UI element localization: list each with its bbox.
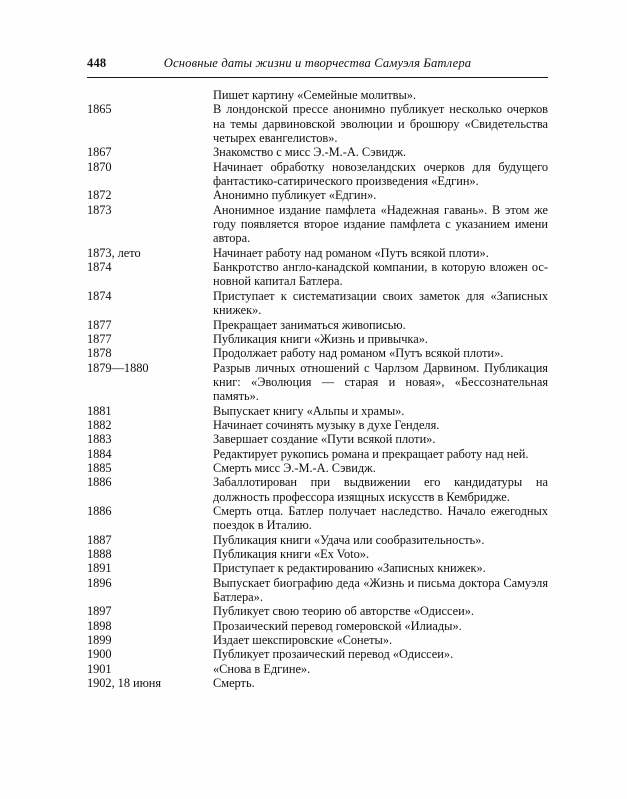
chronology-row <box>87 432 548 446</box>
chronology-description: Смерть отца. Батлер получает наследство. Начало ежегодных поездок в Италию. <box>213 503 548 533</box>
chronology-description: Смерть мисс Э.-М.-А. Сэвидж. <box>213 460 376 475</box>
chronology-row <box>87 404 548 418</box>
chronology-description: Анонимно публикует «Едгин». <box>213 188 377 203</box>
chronology-year: 1885 <box>87 460 112 475</box>
chronology-row <box>87 475 548 504</box>
chronology-row <box>87 318 548 332</box>
chronology-description: Смерть. <box>213 676 255 691</box>
chronology-row <box>87 246 548 260</box>
chronology-row <box>87 361 548 404</box>
chronology-row <box>87 647 548 661</box>
chronology-year: 1877 <box>87 317 112 332</box>
chronology-description: Пишет картину «Семейные молитвы». <box>213 88 417 102</box>
chronology-year: 1899 <box>87 633 112 648</box>
chronology-row <box>87 260 548 289</box>
chronology-row <box>87 561 548 575</box>
chronology-year: 1867 <box>87 145 112 160</box>
chronology-row <box>87 619 548 633</box>
chronology-year: 1884 <box>87 446 112 461</box>
chronology-description: Публикует свою теорию об авторстве «Одиссеи». <box>213 604 474 619</box>
chronology-year: 1887 <box>87 532 112 547</box>
chronology-row <box>87 203 548 246</box>
chronology-row <box>87 418 548 432</box>
chronology-year: 1896 <box>87 575 112 590</box>
chronology-row <box>87 447 548 461</box>
chronology-description: Публикует прозаический перевод «Одиссеи». <box>213 647 454 662</box>
chronology-year: 1882 <box>87 417 112 432</box>
chronology-row <box>87 145 548 159</box>
chronology-description: Выпускает книгу «Альпы и храмы». <box>213 403 405 418</box>
chronology-year: 1878 <box>87 346 112 361</box>
chronology-year: 1873 <box>87 202 112 217</box>
chronology-row <box>87 633 548 647</box>
chronology-year: 1870 <box>87 159 112 174</box>
chronology-description: Разрыв личных отношений с Чарлзом Дарвином. Публикация книг: «Эволюция — старая и новая», «Бессознательная память». <box>213 360 548 404</box>
chronology-description: Анонимное издание памфлета «Надежная гавань». В этом же году появляется второе издание памфлета с указанием имени автора. <box>213 202 548 246</box>
chronology-year: 1902, 18 июня <box>87 676 162 691</box>
chronology-description: Публикация книги «Жизнь и привычка». <box>213 331 428 346</box>
running-head <box>87 55 548 75</box>
running-head-title: Основные даты жизни и творчества Самуэля Батлера <box>163 56 472 70</box>
chronology-description: Публикация книги «Ex Voto». <box>213 547 370 561</box>
chronology-year: 1886 <box>87 503 112 518</box>
chronology-description: В лондонской прессе анонимно публикует несколько очерков на темы дарвиновской эволюции и брошюру «Свидетельства четырех евангелистов». <box>213 102 548 146</box>
chronology-description: Завершает создание «Пути всякой плоти». <box>213 432 436 447</box>
chronology-row <box>87 662 548 676</box>
chronology-description: Издает шекспировские «Сонеты». <box>213 633 393 648</box>
chronology-description: Приступает к систематизации своих заметок для «Записных книжек». <box>213 288 548 318</box>
chronology-row <box>87 604 548 618</box>
chronology-year: 1873, лето <box>87 245 141 260</box>
chronology-year: 1898 <box>87 618 112 633</box>
chronology-row <box>87 461 548 475</box>
chronology-row <box>87 576 548 605</box>
chronology-row <box>87 547 548 561</box>
chronology-description: Начинает обработку новозеландских очерков для будущего фантастико-сатирического произведения «Едгин». <box>213 159 548 189</box>
chronology-description: Редактирует рукопись романа и прекращает работу над ней. <box>213 446 529 461</box>
chronology-year: 1883 <box>87 432 112 447</box>
chronology-row <box>87 102 548 145</box>
chronology-year: 1865 <box>87 102 112 117</box>
chronology-year: 1901 <box>87 661 112 676</box>
chronology-description: Начинает сочинять музыку в духе Генделя. <box>213 417 440 432</box>
chronology-year: 1874 <box>87 288 112 303</box>
chronology-description: Выпускает биографию деда «Жизнь и письма доктора Самуэля Батлера». <box>213 575 548 605</box>
chronology-description: Продолжает работу над романом «Путъ всякой плоти». <box>213 346 504 361</box>
chronology-year: 1897 <box>87 604 112 619</box>
chronology-description: Забаллотирован при выдвижении его кандидатуры на должность профессора изящных искусств в Кембридже. <box>213 475 548 504</box>
header-rule <box>87 77 548 78</box>
chronology-year: 1877 <box>87 331 112 346</box>
chronology-description: Начинает работу над романом «Путъ всякой плоти». <box>213 245 489 260</box>
chronology-description: Банкротство англо-канадской компании, в которую вложен основной капитал Батлера. <box>213 260 548 289</box>
chronology-row <box>87 332 548 346</box>
chronology-year: 1888 <box>87 547 112 561</box>
chronology-description: Публикация книги «Удача или сообразительность». <box>213 532 485 547</box>
chronology-row <box>87 533 548 547</box>
chronology-row <box>87 188 548 202</box>
chronology-year: 1874 <box>87 260 112 275</box>
chronology-description: Прекращает заниматься живописью. <box>213 317 406 332</box>
chronology-row <box>87 160 548 189</box>
chronology-year: 1886 <box>87 475 112 490</box>
chronology-year: 1881 <box>87 403 112 418</box>
chronology-row <box>87 346 548 360</box>
chronology-description: Приступает к редактированию «Записных книжек». <box>213 561 486 576</box>
chronology-description: Знакомство с мисс Э.-М.-А. Сэвидж. <box>213 145 406 160</box>
chronology-year: 1872 <box>87 188 112 203</box>
chronology-row <box>87 504 548 533</box>
chronology-row <box>87 289 548 318</box>
chronology-description: Прозаический перевод гомеровской «Илиады». <box>213 618 462 633</box>
chronology-year: 1891 <box>87 561 112 576</box>
chronology-year: 1879—1880 <box>87 360 149 375</box>
chronology-row <box>87 676 548 690</box>
chronology-row <box>87 88 548 102</box>
chronology-year: 1900 <box>87 647 112 662</box>
chronology-table <box>87 88 548 690</box>
page-number: 448 <box>87 56 107 70</box>
chronology-description: «Снова в Едгине». <box>213 661 311 676</box>
